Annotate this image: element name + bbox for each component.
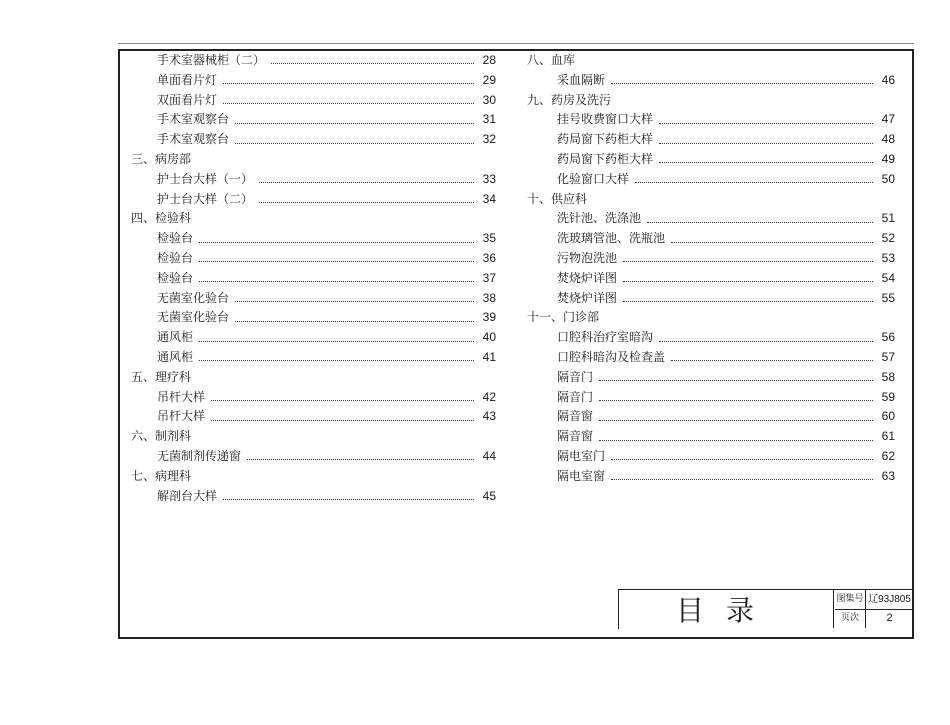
toc-section-heading: 三、病房部: [131, 151, 192, 166]
toc-entry-title: 护士台大样（一）: [157, 171, 254, 186]
toc-entry-title: 隔电室门: [557, 448, 606, 463]
dot-leader: [671, 242, 873, 243]
toc-entry-title: 隔音窗: [557, 429, 594, 444]
atlas-number-value: 辽93J805: [868, 594, 911, 605]
toc-section-heading: 四、检验科: [131, 211, 192, 226]
toc-entry: [527, 110, 895, 130]
toc-entry-page: 38: [482, 290, 496, 305]
toc-entry-title: 吊杆大样: [157, 409, 206, 424]
toc-entry-title: 药局窗下药柜大样: [557, 151, 654, 166]
dot-leader: [199, 360, 474, 361]
toc-entry: [527, 209, 895, 229]
dot-leader: [211, 400, 474, 401]
dot-leader: [635, 182, 873, 183]
dot-leader: [211, 420, 474, 421]
dot-leader: [235, 123, 474, 124]
toc-entry-title: 检验台: [157, 270, 194, 285]
toc-entry-page: 45: [482, 488, 496, 503]
toc-entry: [131, 388, 496, 408]
toc-entry: [527, 130, 895, 150]
toc-entry-page: 35: [482, 231, 496, 246]
toc-entry-page: 48: [881, 132, 895, 147]
dot-leader: [611, 83, 873, 84]
page-number-row: [835, 609, 913, 628]
toc-entry-title: 隔音门: [557, 389, 594, 404]
toc-entry-title: 护士台大样（二）: [157, 191, 254, 206]
toc-entry: [131, 91, 496, 111]
toc-entry: [131, 447, 496, 467]
dot-leader: [659, 143, 873, 144]
toc-entry-title: 洗玻璃管池、洗瓶池: [557, 231, 666, 246]
toc-entry-title: 隔音门: [557, 369, 594, 384]
toc-entry: [527, 289, 895, 309]
dot-leader: [199, 242, 474, 243]
toc-entry-page: 34: [482, 191, 496, 206]
toc-entry-page: 42: [482, 389, 496, 404]
toc-entry-page: 30: [482, 92, 496, 107]
toc-entry-title: 焚烧炉详图: [557, 270, 618, 285]
toc-entry-title: 焚烧炉详图: [557, 290, 618, 305]
toc-left-column: [131, 51, 496, 506]
dot-leader: [599, 400, 873, 401]
dot-leader: [247, 459, 474, 460]
toc-entry-title: 洗针池、洗涤池: [557, 211, 642, 226]
toc-entry-page: 46: [881, 72, 895, 87]
dot-leader: [647, 222, 873, 223]
toc-entry: [527, 269, 895, 289]
toc-section-heading: 十、供应科: [527, 191, 588, 206]
atlas-number-label: 图集号: [835, 590, 866, 609]
toc-entry-title: 通风柜: [157, 349, 194, 364]
toc-entry-title: 药局窗下药柜大样: [557, 132, 654, 147]
dot-leader: [235, 143, 474, 144]
toc-entry-page: 36: [482, 250, 496, 265]
toc-entry-page: 57: [881, 349, 895, 364]
toc-section-heading: 十一、门诊部: [527, 310, 600, 325]
toc-entry-title: 隔音窗: [557, 409, 594, 424]
toc-entry: [527, 467, 895, 487]
toc-entry: [131, 289, 496, 309]
toc-entry-page: 33: [482, 171, 496, 186]
toc-entry-title: 挂号收费窗口大样: [557, 112, 654, 127]
toc-entry: [131, 487, 496, 507]
toc-section-heading: 六、制剂科: [131, 429, 192, 444]
dot-leader: [623, 301, 873, 302]
toc-entry: [131, 51, 496, 71]
toc-section-heading: 八、血库: [527, 53, 576, 67]
dot-leader: [235, 301, 474, 302]
dot-leader: [223, 499, 474, 500]
toc-entry-title: 污物泡洗池: [557, 250, 618, 265]
toc-section-heading: 五、理疗科: [131, 369, 192, 384]
toc-entry-page: 50: [881, 171, 895, 186]
toc-entry-title: 采血隔断: [557, 72, 606, 87]
toc-entry-page: 28: [482, 53, 496, 67]
toc-entry-title: 无菌室化验台: [157, 310, 230, 325]
toc-entry: [131, 71, 496, 91]
toc-entry-page: 29: [482, 72, 496, 87]
toc-entry-page: 51: [881, 211, 895, 226]
toc-entry-page: 40: [482, 330, 496, 345]
toc-entry-page: 39: [482, 310, 496, 325]
dot-leader: [659, 341, 873, 342]
page-number-value: 2: [886, 612, 893, 624]
dot-leader: [599, 440, 873, 441]
dot-leader: [199, 281, 474, 282]
toc-entry-title: 无菌室化验台: [157, 290, 230, 305]
dot-leader: [599, 420, 873, 421]
toc-entry: [131, 110, 496, 130]
toc-entry-page: 60: [881, 409, 895, 424]
dot-leader: [235, 321, 474, 322]
toc-right-column: [527, 51, 895, 487]
toc-entry-title: 手术室观察台: [157, 112, 230, 127]
dot-leader: [611, 479, 873, 480]
toc-entry-page: 59: [881, 389, 895, 404]
dot-leader: [199, 341, 474, 342]
toc-entry: [131, 130, 496, 150]
toc-entry-title: 通风柜: [157, 330, 194, 345]
toc-entry-page: 32: [482, 132, 496, 147]
toc-entry-page: 55: [881, 290, 895, 305]
toc-entry-page: 63: [881, 468, 895, 483]
toc-entry-title: 检验台: [157, 250, 194, 265]
toc-entry-title: 单面看片灯: [157, 72, 218, 87]
toc-entry-page: 43: [482, 409, 496, 424]
toc-entry-page: 37: [482, 270, 496, 285]
dot-leader: [671, 360, 873, 361]
toc-entry: [527, 150, 895, 170]
dot-leader: [223, 103, 474, 104]
toc-entry: [527, 427, 895, 447]
toc-entry: [527, 368, 895, 388]
toc-entry: [527, 71, 895, 91]
dot-leader: [611, 459, 873, 460]
dot-leader: [271, 63, 474, 64]
toc-entry: [527, 388, 895, 408]
document-title: 目录: [619, 590, 834, 628]
toc-entry: [131, 170, 496, 190]
toc-entry: [131, 229, 496, 249]
toc-entry: [527, 407, 895, 427]
atlas-number-row: [835, 590, 913, 610]
toc-entry: [131, 269, 496, 289]
toc-entry-page: 58: [881, 369, 895, 384]
toc-section-heading: 七、病理科: [131, 468, 192, 483]
toc-entry: [131, 407, 496, 427]
toc-entry-page: 52: [881, 231, 895, 246]
toc-entry: [131, 190, 496, 210]
toc-entry-page: 54: [881, 270, 895, 285]
dot-leader: [599, 380, 873, 381]
toc-entry-page: 41: [482, 349, 496, 364]
toc-entry: [527, 170, 895, 190]
toc-entry: [527, 328, 895, 348]
dot-leader: [623, 281, 873, 282]
dot-leader: [223, 83, 474, 84]
toc-entry-title: 口腔科治疗室暗沟: [557, 330, 654, 345]
toc-entry: [527, 348, 895, 368]
toc-entry-title: 解剖台大样: [157, 488, 218, 503]
toc-entry-page: 49: [881, 151, 895, 166]
toc-entry-page: 47: [881, 112, 895, 127]
dot-leader: [259, 182, 474, 183]
dot-leader: [623, 261, 873, 262]
toc-entry-title: 无菌制剂传递窗: [157, 448, 242, 463]
toc-section-heading: 九、药房及洗污: [527, 92, 612, 107]
title-block: [618, 589, 914, 629]
toc-entry-title: 化验窗口大样: [557, 171, 630, 186]
toc-entry: [131, 308, 496, 328]
dot-leader: [259, 202, 474, 203]
toc-entry-page: 56: [881, 330, 895, 345]
dot-leader: [199, 261, 474, 262]
dot-leader: [659, 123, 873, 124]
toc-entry-title: 口腔科暗沟及检查盖: [557, 349, 666, 364]
toc-entry: [131, 348, 496, 368]
toc-entry-title: 手术室观察台: [157, 132, 230, 147]
toc-entry-page: 44: [482, 448, 496, 463]
toc-entry-title: 吊杆大样: [157, 389, 206, 404]
toc-entry: [131, 249, 496, 269]
toc-entry-page: 62: [881, 448, 895, 463]
toc-entry: [527, 229, 895, 249]
toc-entry-title: 隔电室窗: [557, 468, 606, 483]
toc-entry-page: 53: [881, 250, 895, 265]
toc-entry-page: 31: [482, 112, 496, 127]
toc-entry: [131, 328, 496, 348]
page-number-label: 页次: [835, 609, 866, 628]
sheet-top-rule: [118, 43, 914, 44]
toc-entry: [527, 249, 895, 269]
toc-entry: [527, 447, 895, 467]
toc-entry-title: 手术室器械柜（二）: [157, 53, 266, 67]
toc-entry-title: 检验台: [157, 231, 194, 246]
toc-entry-page: 61: [881, 429, 895, 444]
title-block-grid: [835, 590, 913, 628]
dot-leader: [659, 162, 873, 163]
toc-entry-title: 双面看片灯: [157, 92, 218, 107]
